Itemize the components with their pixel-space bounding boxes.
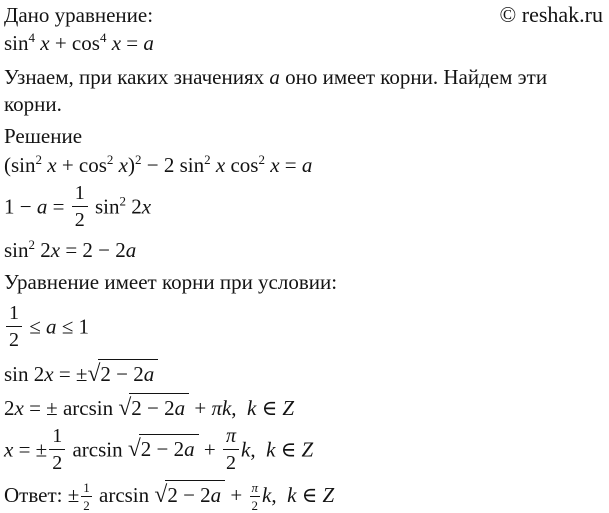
math-text: Ответ: ± [4, 483, 80, 507]
solution-label: Решение [4, 124, 83, 148]
math-text: ≤ [24, 314, 47, 339]
math-text: = 2 − 2 [60, 238, 126, 262]
math-text: ∈ [256, 396, 283, 420]
math-text: x [106, 31, 122, 55]
math-text: a [174, 396, 186, 420]
math-text: k [247, 396, 257, 420]
math-text: 2 − 2 [131, 396, 175, 420]
equation-x-solution [4, 427, 607, 476]
site-credit: © reshak.ru [499, 2, 603, 27]
math-text: 2 [125, 194, 142, 219]
math-text: 2 − 2 [100, 362, 144, 386]
answer-line [4, 480, 607, 513]
equation-sin2x [4, 359, 607, 388]
fraction: $\frac{1}{2}$ [6, 302, 22, 351]
given-label: Дано уравнение: [4, 3, 154, 27]
math-text: + [225, 483, 248, 507]
fraction: $\frac{\pi}{2}$ [251, 479, 259, 513]
math-text: ∈ [275, 437, 302, 462]
fraction: $\frac{1}{2}$ [49, 425, 65, 474]
superscript: 2 [28, 237, 36, 252]
radical-icon: √ [118, 395, 132, 421]
superscript: 2 [135, 152, 142, 167]
math-text: − 2 sin [141, 153, 205, 177]
math-text: , [250, 437, 267, 462]
math-text: 2 − 2 [167, 483, 211, 507]
radical-icon: √ [87, 361, 101, 387]
math-text: a [143, 362, 155, 386]
math-text: k [240, 437, 251, 462]
math-text: x [44, 362, 54, 386]
math-text: x [42, 153, 57, 177]
math-text: a [125, 238, 137, 262]
math-text: a [301, 153, 313, 177]
condition-label: Уравнение имеет корни при условии: [4, 270, 338, 294]
radical-icon: √ [154, 482, 168, 508]
superscript: 2 [35, 152, 42, 167]
math-text: sin [4, 238, 29, 262]
superscript: 2 [204, 152, 211, 167]
task-text [4, 64, 607, 118]
math-text: a [143, 31, 154, 55]
math-text: x [50, 238, 61, 262]
superscript: 2 [106, 152, 114, 167]
math-text: = [121, 31, 144, 55]
math-text: = ± arcsin [23, 396, 119, 420]
superscript: 4 [99, 30, 107, 45]
square-root [118, 396, 189, 420]
math-text: sin [4, 31, 29, 55]
math-text: Z [322, 483, 335, 507]
math-text: , [271, 483, 288, 507]
equation-two-x [4, 393, 607, 422]
equation-half-sin [4, 184, 607, 233]
math-text: ≤ 1 [56, 314, 90, 339]
math-text: 2 [4, 396, 15, 420]
math-text: sin [89, 194, 120, 219]
math-text: a [269, 65, 280, 89]
math-text: k [287, 483, 297, 507]
radical-icon: √ [127, 436, 141, 463]
math-text: a [46, 314, 57, 339]
math-text: = ± [13, 437, 48, 462]
math-text: = ± [53, 362, 88, 386]
equation-original [4, 30, 607, 57]
math-text: k [266, 437, 276, 462]
math-text: x [210, 153, 226, 177]
math-text: x [113, 153, 128, 177]
equation-sin-squared [4, 237, 607, 264]
math-text: sin 2 [4, 362, 45, 386]
math-text: Z [282, 396, 295, 420]
equation-a-range [4, 304, 607, 353]
math-text: 2 [35, 238, 51, 262]
math-text: a [36, 194, 48, 219]
math-text: a [210, 483, 222, 507]
math-text: = [47, 194, 70, 219]
fraction: $\frac{1}{2}$ [83, 479, 90, 513]
math-text: a [184, 437, 195, 462]
header-row [4, 2, 607, 28]
math-text: arcsin [67, 437, 128, 462]
superscript: 4 [28, 30, 36, 45]
math-text: x [4, 437, 14, 462]
math-text: x [35, 31, 50, 55]
math-text: (sin [4, 153, 36, 177]
superscript: 2 [258, 152, 265, 167]
fraction: $\frac{1}{2}$ [72, 182, 88, 231]
math-text: + [198, 437, 221, 462]
superscript: 2 [119, 193, 126, 209]
math-text: cos [225, 153, 259, 177]
math-text: x [14, 396, 24, 420]
fraction: $\frac{\pi}{2}$ [223, 425, 239, 474]
math-text: оно имеет корни. Найдем эти корни. [4, 65, 553, 116]
math-text: Узнаем, при каких значениях [4, 65, 270, 89]
math-text: k [262, 483, 272, 507]
math-text: Z [301, 437, 314, 462]
math-text: ∈ [296, 483, 323, 507]
square-root [154, 483, 225, 507]
math-text: x [264, 153, 280, 177]
math-text: x [141, 194, 152, 219]
math-text: 2 − 2 [140, 437, 185, 462]
math-text: + cos [49, 31, 100, 55]
square-root [128, 437, 199, 461]
math-text: + cos [56, 153, 107, 177]
equation-identity [4, 152, 607, 179]
math-text: + [189, 396, 212, 420]
math-text: ) [128, 153, 135, 177]
math-text: = [279, 153, 302, 177]
math-text: 1 − [4, 194, 37, 219]
math-text: arcsin [93, 483, 155, 507]
math-text: πk [211, 396, 232, 420]
square-root [87, 362, 158, 386]
math-text: , [231, 396, 248, 420]
